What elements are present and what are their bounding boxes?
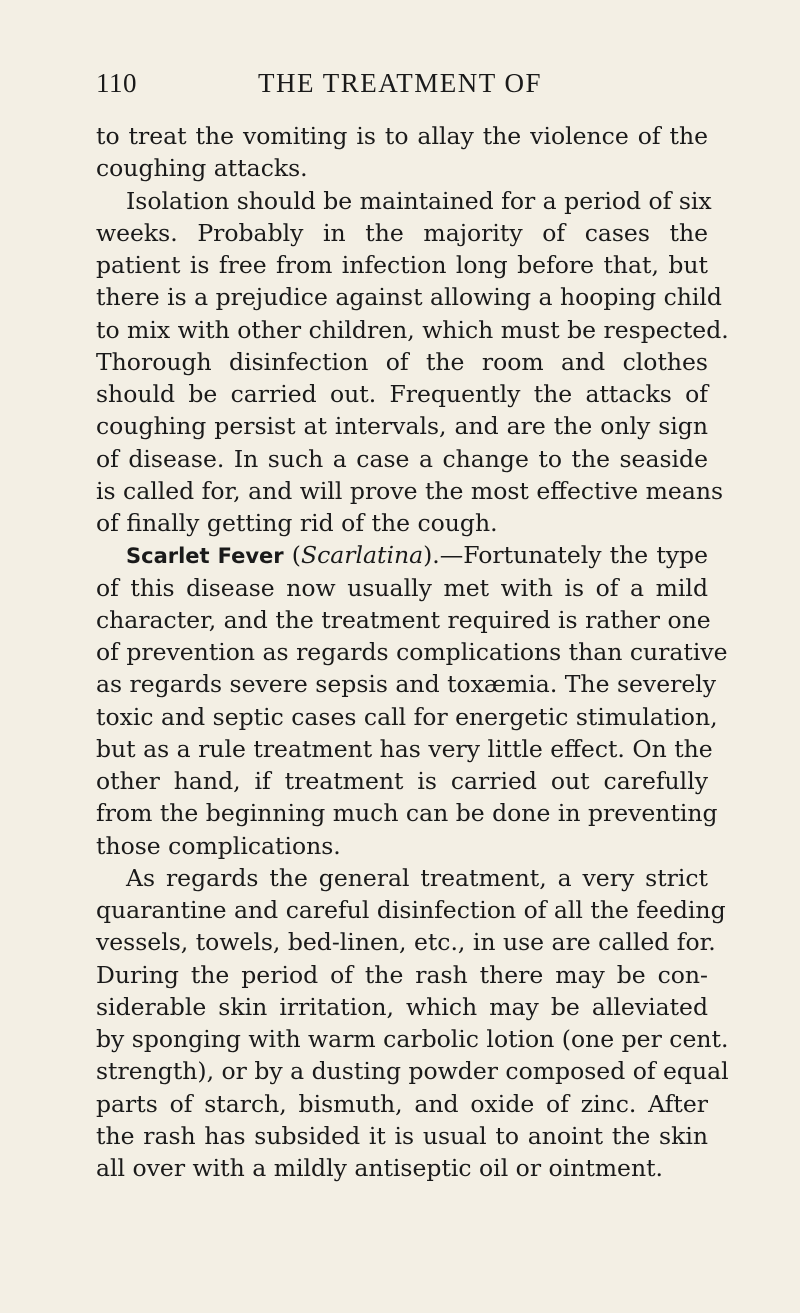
text-line: of disease. In such a case a change to the seaside	[96, 444, 708, 473]
text-line: strength), or by a dusting powder composed of equal	[96, 1057, 729, 1086]
text-line: should be carried out. Frequently the attacks of	[96, 380, 708, 408]
text-line: coughing attacks.	[96, 154, 308, 183]
running-head	[96, 68, 704, 108]
text-line: Thorough disinfection of the room and clothes	[96, 347, 708, 376]
text-line: of prevention as regards complications than curative	[96, 638, 728, 666]
text-line: toxic and septic cases call for energetic stimulation,	[96, 702, 718, 731]
section-heading: Scarlet Fever	[126, 544, 284, 569]
text-line: is called for, and will prove the most effective means	[96, 476, 724, 505]
text-line: as regards severe sepsis and toxæmia. The severely	[96, 670, 717, 699]
text-line: During the period of the rash there may be con-	[96, 960, 708, 989]
text-line: vessels, towels, bed-linen, etc., in use are called for.	[96, 928, 716, 957]
text-line: to mix with other children, which must be respected.	[96, 315, 729, 344]
page-number: 110	[96, 68, 137, 98]
text-line: the rash has subsided it is usual to anoint the skin	[96, 1121, 708, 1150]
text-line: there is a prejudice against allowing a hooping child	[96, 283, 722, 312]
text-line: quarantine and careful disinfection of all the feeding	[96, 896, 726, 924]
text-line: from the beginning much can be done in preventing	[96, 799, 718, 828]
text-line: patient is free from infection long before that, but	[96, 251, 708, 279]
text-line: to treat the vomiting is to allay the violence of the	[96, 122, 708, 150]
text-line: but as a rule treatment has very little effect. On the	[96, 734, 713, 763]
text-line: by sponging with warm carbolic lotion (one per cent.	[96, 1025, 729, 1053]
running-title: THE TREATMENT OF	[258, 68, 543, 98]
section-heading-latin: Scarlatina	[300, 541, 424, 570]
text-line: siderable skin irritation, which may be alleviated	[96, 992, 708, 1021]
text-line: of finally getting rid of the cough.	[96, 509, 498, 537]
text-line: coughing persist at intervals, and are the only sign	[96, 412, 708, 441]
text-line: weeks. Probably in the majority of cases the	[96, 218, 708, 247]
body-text	[96, 120, 729, 1184]
section-heading-line: Scarlet Fever (Scarlatina).—Fortunately the type	[126, 541, 709, 570]
text-line: those complications.	[96, 831, 341, 860]
text-line: all over with a mildly antiseptic oil or ointment.	[96, 1154, 664, 1182]
text-line: character, and the treatment required is rather one	[96, 605, 711, 634]
text-line: Isolation should be maintained for a period of six	[126, 186, 712, 215]
heading-line-rest: .—Fortunately the type	[432, 541, 709, 570]
text-line: other hand, if treatment is carried out carefully	[96, 767, 708, 795]
text-line: parts of starch, bismuth, and oxide of zinc. After	[96, 1089, 708, 1118]
text-line: of this disease now usually met with is of a mild	[96, 573, 708, 602]
text-line: As regards the general treatment, a very strict	[126, 863, 708, 892]
